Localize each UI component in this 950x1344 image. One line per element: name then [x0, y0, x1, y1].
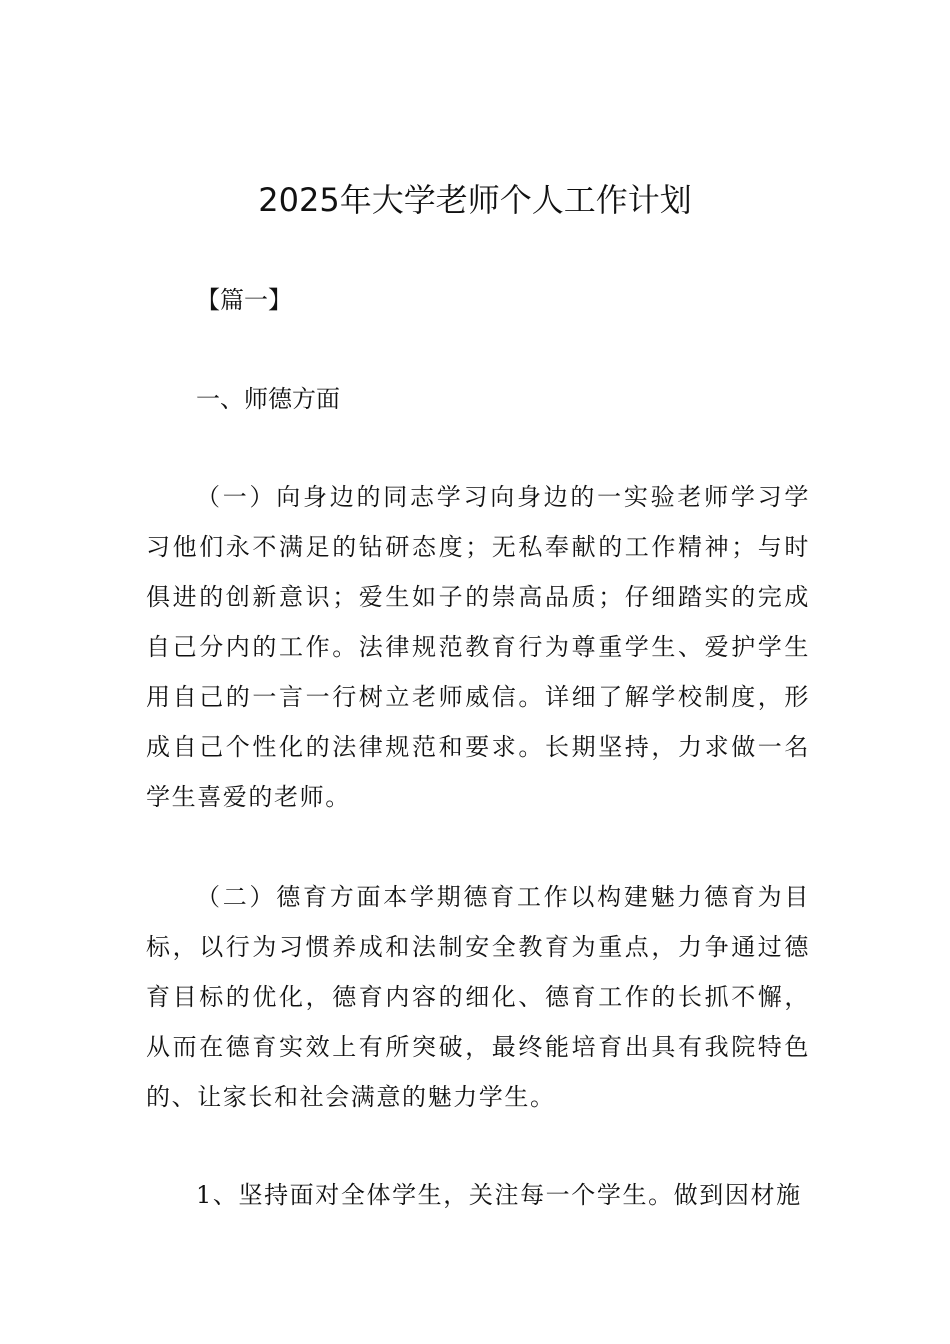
- paragraph: （二）德育方面本学期德育工作以构建魅力德育为目标，以行为习惯养成和法制安全教育为重点，力争通过德育目标的优化，德育内容的细化、德育工作的长抓不懈，从而在德育实效上有所突破，最终能培育出具有我院特色的、让家长和社会满意的魅力学生。: [146, 883, 810, 1111]
- document-title: 2025年大学老师个人工作计划: [258, 181, 692, 219]
- paragraph: （一）向身边的同志学习向身边的一实验老师学习学习他们永不满足的钻研态度；无私奉献的工作精神；与时俱进的创新意识；爱生如子的崇高品质；仔细踏实的完成自己分内的工作。法律规范教育行为尊重学生、爱护学生用自己的一言一行树立老师威信。详细了解学校制度，形成自己个性化的法律规范和要求。长期坚持，力求做一名学生喜爱的老师。: [146, 483, 810, 811]
- section-heading: 一、师德方面: [196, 385, 340, 413]
- section-tag: 【篇一】: [196, 286, 292, 314]
- paragraph: 1、坚持面对全体学生，关注每一个学生。做到因材施: [196, 1181, 802, 1209]
